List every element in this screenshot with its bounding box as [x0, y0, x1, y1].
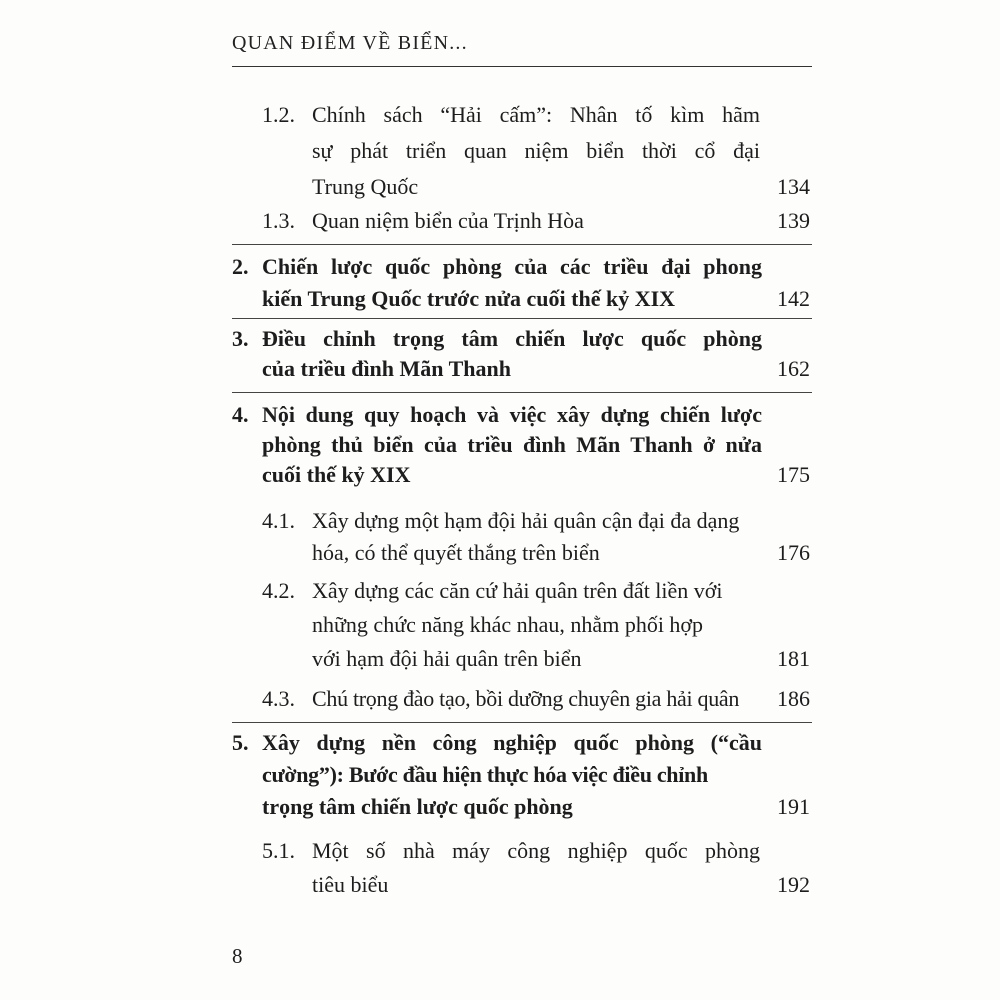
toc-entry-line: Chiến lược quốc phòng của các triều đại phong	[262, 254, 762, 279]
entry-divider	[232, 244, 812, 245]
header-rule	[232, 66, 812, 67]
toc-entry-page: 134	[777, 174, 810, 199]
toc-entry-line: sự phát triển quan niệm biển thời cổ đại	[312, 138, 760, 163]
toc-entry-line: Nội dung quy hoạch và việc xây dựng chiến lược	[262, 402, 762, 427]
toc-entry-line: cuối thế kỷ XIX	[262, 462, 411, 487]
toc-entry-page: 162	[777, 356, 810, 381]
toc-entry-line: cường”): Bước đầu hiện thực hóa việc điều chỉnh	[262, 762, 708, 787]
toc-entry-number: 4.3.	[262, 686, 295, 711]
toc-entry-line: hóa, có thể quyết thắng trên biển	[312, 540, 600, 565]
toc-entry-number: 1.2.	[262, 102, 295, 127]
toc-entry-number: 4.1.	[262, 508, 295, 533]
toc-entry-number: 4.	[232, 402, 249, 427]
entry-divider	[232, 392, 812, 393]
toc-entry-number: 5.1.	[262, 838, 295, 863]
toc-entry-line: kiến Trung Quốc trước nửa cuối thế kỷ XIX	[262, 286, 676, 311]
toc-entry-line: Quan niệm biển của Trịnh Hòa	[312, 208, 584, 233]
toc-entry-line: trọng tâm chiến lược quốc phòng	[262, 794, 573, 819]
toc-entry-line: Xây dựng một hạm đội hải quân cận đại đa dạng	[312, 508, 740, 533]
toc-entry-number: 4.2.	[262, 578, 295, 603]
toc-entry-page: 181	[777, 646, 810, 671]
toc-entry-line: với hạm đội hải quân trên biển	[312, 646, 582, 671]
toc-entry-page: 175	[777, 462, 810, 487]
toc-entry-number: 5.	[232, 730, 249, 755]
toc-entry-line: phòng thủ biển của triều đình Mãn Thanh ở nửa	[262, 432, 762, 457]
toc-entry-line: tiêu biểu	[312, 872, 389, 897]
running-header: QUAN ĐIỂM VỀ BIỂN...	[232, 32, 468, 54]
toc-entry-line: Chú trọng đào tạo, bồi dưỡng chuyên gia hải quân	[312, 686, 740, 711]
entry-divider	[232, 722, 812, 723]
toc-entry-page: 139	[777, 208, 810, 233]
toc-entry-page: 186	[777, 686, 810, 711]
toc-entry-page: 192	[777, 872, 810, 897]
page-number: 8	[232, 944, 243, 968]
toc-entry-number: 2.	[232, 254, 249, 279]
toc-entry-line: Chính sách “Hải cấm”: Nhân tố kìm hãm	[312, 102, 760, 127]
entry-divider	[232, 318, 812, 319]
toc-entry-line: của triều đình Mãn Thanh	[262, 356, 512, 381]
toc-entry-number: 3.	[232, 326, 249, 351]
toc-entry-page: 142	[777, 286, 810, 311]
toc-entry-line: Trung Quốc	[312, 174, 419, 199]
toc-entry-line: Xây dựng các căn cứ hải quân trên đất liền với	[312, 578, 723, 603]
toc-entry-line: Xây dựng nền công nghiệp quốc phòng (“cầu	[262, 730, 762, 755]
toc-entry-line: Điều chỉnh trọng tâm chiến lược quốc phòng	[262, 326, 762, 351]
toc-entry-line: những chức năng khác nhau, nhằm phối hợp	[312, 612, 704, 637]
toc-entry-number: 1.3.	[262, 208, 295, 233]
toc-entry-line: Một số nhà máy công nghiệp quốc phòng	[312, 838, 760, 863]
toc-entry-page: 176	[777, 540, 810, 565]
toc-entry-page: 191	[777, 794, 810, 819]
